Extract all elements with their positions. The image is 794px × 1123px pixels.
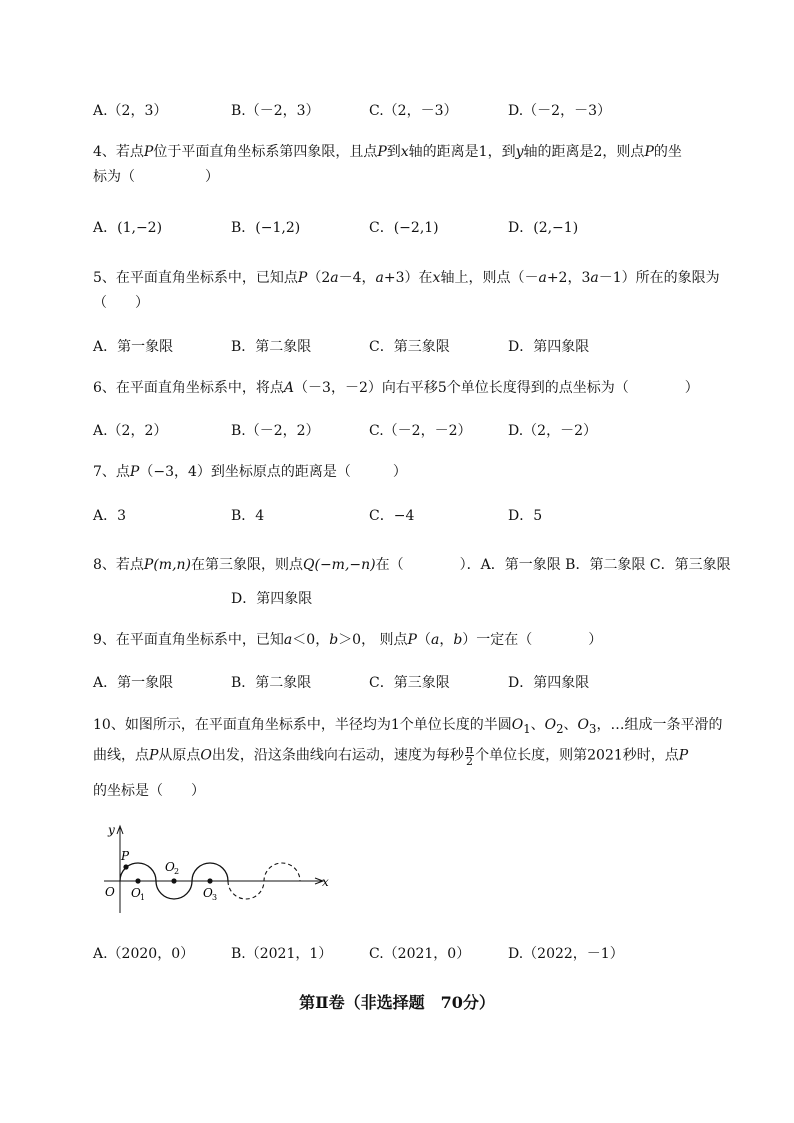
q4-option-d-label: D． (508, 220, 534, 236)
q6-option-a: A.（2，2） (93, 423, 168, 439)
q5-var-x: x (432, 270, 441, 286)
q6-option-b: B.（－2，2） (231, 423, 320, 439)
q10-figure (90, 818, 340, 918)
q5-var-a: a (538, 270, 547, 286)
q7-text: 7、点 (93, 464, 130, 480)
q7-var-p: P (129, 464, 140, 480)
q8-text: 在第三象限，则点 (191, 557, 304, 573)
q9-option-a: A．第一象限 (93, 675, 174, 691)
q10-sub: 3 (589, 721, 597, 736)
q4-stem-line1 (93, 141, 682, 161)
q8-text: 8、若点 (93, 557, 144, 573)
q8-point-q: Q(−m,−n) (303, 557, 376, 573)
q3-option-c: C.（2，－3） (369, 103, 458, 119)
q9-var-a: a (430, 632, 440, 648)
q4-text: 的坐 (653, 144, 682, 160)
q10-fraction-num: π (465, 743, 474, 756)
q4-option-d (508, 217, 578, 237)
q9-option-c: C．第三象限 (369, 675, 450, 691)
point-p (123, 864, 128, 869)
q3-option-a: A.（2，3） (93, 103, 168, 119)
q10-var-o2: O (544, 717, 557, 733)
q9-option-d: D．第四象限 (508, 675, 590, 691)
q10-text: 出发，沿这条曲线向右运动，速度为每秒 (211, 747, 464, 764)
q10-var-o: O (200, 747, 212, 764)
q4-option-a-value: (1,−2) (117, 220, 163, 236)
q10-text: 、 (530, 717, 545, 733)
o3-sub: 3 (212, 893, 218, 902)
q10-text: 10、如图所示，在平面直角坐标系中，半径均为1个单位长度的半圆 (93, 717, 512, 733)
q10-stem-line1 (93, 714, 722, 736)
q10-text: ，…组成一条平滑的 (596, 717, 723, 733)
x-axis-label: x (322, 875, 329, 889)
q5-text: +3）在 (383, 270, 433, 286)
q6-text: 6、在平面直角坐标系中，将点 (93, 380, 284, 396)
q4-option-b (231, 217, 300, 237)
y-axis-label: y (108, 823, 115, 837)
q4-option-a-label: A． (93, 220, 118, 236)
q3-option-b: B.（－2，3） (231, 103, 320, 119)
q10-var-p: P (678, 747, 689, 764)
q5-option-d: D．第四象限 (508, 339, 590, 355)
point-o3 (207, 878, 212, 883)
o2-label: O (165, 860, 175, 874)
q9-text: ）一定在（ ） (462, 632, 603, 648)
q5-option-a: A．第一象限 (93, 339, 174, 355)
q5-text: +2，3 (546, 270, 591, 286)
q5-var-a: a (375, 270, 384, 286)
q10-options (93, 943, 733, 963)
q4-option-c-value: (−2,1) (393, 220, 439, 236)
q7-option-c: C．−4 (369, 508, 415, 524)
q8-stem (93, 554, 731, 574)
q10-var-o1: O (511, 717, 524, 733)
q4-text: 4、若点 (93, 144, 144, 160)
q6-stem (93, 377, 699, 397)
q10-fraction (465, 744, 474, 767)
q10-option-c: C.（2021，0） (369, 946, 471, 962)
q5-var-p: P (297, 270, 308, 286)
q10-text: 从原点 (158, 747, 201, 764)
q5-text: （2 (307, 270, 331, 286)
point-o2 (171, 878, 176, 883)
q4-text: 轴的距离是2，则点 (523, 144, 645, 160)
q5-option-c: C．第三象限 (369, 339, 450, 355)
q5-text: 5、在平面直角坐标系中，已知点 (93, 270, 298, 286)
q7-option-d: D．5 (508, 508, 543, 524)
q10-sub: 2 (556, 721, 564, 736)
q4-var-x: x (400, 144, 409, 160)
q9-text: ＜0， (292, 632, 330, 648)
q5-text: －4， (338, 270, 376, 286)
point-o1 (135, 878, 140, 883)
q6-var-a: A (283, 380, 295, 396)
q4-option-a (93, 217, 162, 237)
o1-label: O (131, 886, 141, 900)
q9-var-a: a (283, 632, 293, 648)
q5-var-a: a (330, 270, 339, 286)
q10-option-a: A.（2020，0） (93, 946, 195, 962)
q9-var-b: b (329, 632, 339, 648)
q4-option-c (369, 217, 439, 237)
q4-text: 轴的距离是1，到 (408, 144, 516, 160)
q4-var-y: y (515, 144, 524, 160)
o3-label: O (203, 886, 213, 900)
q5-stem-line1 (93, 267, 720, 287)
q8-point-p: P(m,n) (143, 557, 192, 573)
q5-text: 轴上，则点（－ (440, 270, 539, 286)
q5-text: －1）所在的象限为 (598, 270, 720, 286)
q10-fraction-den: 2 (466, 755, 474, 768)
q10-option-b: B.（2021，1） (231, 946, 333, 962)
q7-option-a: A．3 (93, 508, 127, 524)
q8-text: 在（ ）．A．第一象限 B．第二象限 C．第三象限 (375, 557, 731, 573)
q10-stem-line3: 的坐标是（ ） (93, 783, 205, 799)
q10-text: 个单位长度，则第2021秒时，点 (475, 747, 679, 764)
q10-sub: 1 (523, 721, 531, 736)
q4-text: 到 (386, 144, 401, 160)
q9-options (93, 672, 733, 692)
q7-stem (93, 461, 407, 481)
q6-options (93, 420, 733, 440)
q4-var-p: P (377, 144, 387, 160)
q10-text: 曲线，点 (93, 747, 149, 764)
q10-option-d: D.（2022，－1） (508, 946, 624, 962)
q9-text: ， (439, 632, 454, 648)
q4-option-b-value: (−1,2) (255, 220, 301, 236)
q9-stem (93, 629, 602, 649)
q4-option-c-label: C． (369, 220, 394, 236)
o2-sub: 2 (174, 867, 180, 876)
q10-text: 、 (563, 717, 578, 733)
origin-label: O (105, 885, 115, 899)
q8-option-d: D．第四象限 (231, 591, 313, 607)
o1-sub: 1 (140, 893, 146, 902)
q9-text: 9、在平面直角坐标系中，已知 (93, 632, 284, 648)
q7-option-b: B．4 (231, 508, 265, 524)
q7-text: （−3，4）到坐标原点的距离是（ ） (139, 464, 407, 480)
q4-option-d-value: (2,−1) (533, 220, 579, 236)
q4-var-p: P (644, 144, 654, 160)
q5-options (93, 336, 733, 356)
q9-text: （ (416, 632, 431, 648)
q4-stem-line2: 标为（ ） (93, 169, 219, 185)
q10-var-o3: O (577, 717, 590, 733)
q5-var-a: a (590, 270, 599, 286)
q3-option-d: D.（－2，－3） (508, 103, 611, 119)
q9-text: ＞0， 则点 (338, 632, 408, 648)
q4-text: 位于平面直角坐标系第四象限，且点 (153, 144, 378, 160)
q4-option-b-label: B． (231, 220, 256, 236)
q9-var-p: P (407, 632, 417, 648)
q10-var-p: P (149, 747, 159, 764)
q6-text: （－3，－2）向右平移5个单位长度得到的点坐标为（ ） (294, 380, 699, 396)
q7-options (93, 505, 733, 525)
q9-option-b: B．第二象限 (231, 675, 312, 691)
q6-option-d: D.（2，－2） (508, 423, 597, 439)
q9-var-b: b (453, 632, 463, 648)
section-title: 第Ⅱ卷（非选择题 70分） (299, 993, 495, 1012)
q10-stem-line2 (93, 744, 688, 767)
q6-option-c: C.（－2，－2） (369, 423, 472, 439)
q4-var-p: P (143, 144, 154, 160)
q3-options (93, 100, 733, 120)
p-label: P (121, 849, 130, 863)
q4-options (93, 217, 733, 237)
q5-option-b: B．第二象限 (231, 339, 312, 355)
q5-stem-line2: （ ） (93, 295, 149, 311)
